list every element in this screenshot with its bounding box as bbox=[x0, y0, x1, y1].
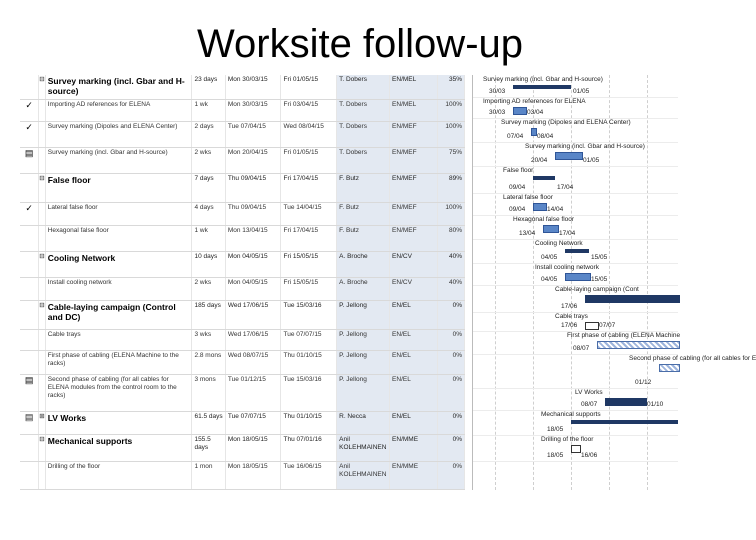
gantt-gridline bbox=[647, 75, 648, 490]
gantt-gridline bbox=[609, 75, 610, 490]
gantt-finish-date: 07/07 bbox=[599, 322, 616, 329]
task-start[interactable]: Mon 30/03/15 bbox=[225, 75, 281, 99]
task-row[interactable] bbox=[20, 147, 465, 173]
gantt-finish-date: 15/05 bbox=[591, 254, 608, 261]
gantt-finish-date: 01/05 bbox=[573, 88, 590, 95]
task-resource[interactable]: R. Necca bbox=[337, 411, 390, 435]
task-indicator-icon bbox=[20, 330, 39, 350]
task-duration[interactable]: 2 wks bbox=[192, 277, 225, 301]
task-row[interactable] bbox=[20, 375, 465, 411]
task-indicator-icon: ▤ bbox=[20, 411, 39, 435]
task-name[interactable]: First phase of cabling (ELENA Machine to the racks) bbox=[45, 350, 192, 375]
task-start[interactable]: Wed 08/07/15 bbox=[225, 350, 281, 375]
gantt-start-date: 08/07 bbox=[573, 345, 590, 352]
task-resource[interactable]: P. Jellong bbox=[337, 301, 390, 330]
task-name[interactable]: Survey marking (incl. Gbar and H-source) bbox=[45, 147, 192, 173]
task-duration[interactable]: 3 mons bbox=[192, 375, 225, 411]
task-indicator-icon: ✓ bbox=[20, 202, 39, 226]
task-indicator-icon bbox=[20, 350, 39, 375]
task-resource[interactable]: T. Dobers bbox=[337, 99, 390, 122]
task-row[interactable] bbox=[20, 226, 465, 252]
task-percent-complete[interactable]: 100% bbox=[437, 202, 464, 226]
task-start[interactable]: Mon 18/05/15 bbox=[225, 435, 281, 462]
expand-collapse-icon[interactable]: ⊟ bbox=[39, 173, 46, 202]
task-finish[interactable]: Fri 15/05/15 bbox=[281, 277, 337, 301]
task-start[interactable]: Wed 17/06/15 bbox=[225, 301, 281, 330]
gantt-finish-date: 03/04 bbox=[527, 109, 544, 116]
task-resource[interactable]: F. Butz bbox=[337, 226, 390, 252]
gantt-bar[interactable] bbox=[555, 152, 583, 160]
task-indicator-icon bbox=[20, 277, 39, 301]
gantt-finish-date: 17/04 bbox=[557, 184, 574, 191]
gantt-finish-date: 15/05 bbox=[591, 276, 608, 283]
task-row[interactable] bbox=[20, 301, 465, 330]
gantt-gridline bbox=[533, 75, 534, 490]
task-finish[interactable]: Fri 15/05/15 bbox=[281, 251, 337, 277]
task-percent-complete[interactable]: 40% bbox=[437, 251, 464, 277]
task-percent-complete[interactable]: 0% bbox=[437, 411, 464, 435]
expand-collapse-icon[interactable]: ⊟ bbox=[39, 435, 46, 462]
task-row[interactable] bbox=[20, 411, 465, 435]
task-name[interactable]: Survey marking (incl. Gbar and H- source) bbox=[45, 75, 192, 99]
gantt-bar[interactable] bbox=[565, 273, 591, 281]
gantt-start-date: 09/04 bbox=[509, 184, 526, 191]
task-finish[interactable]: Thu 07/01/16 bbox=[281, 435, 337, 462]
gantt-bar-label: Cable trays bbox=[555, 313, 588, 320]
task-name[interactable]: Importing AD references for ELENA bbox=[45, 99, 192, 122]
task-resource[interactable]: Anil KOLEHMAINEN bbox=[337, 435, 390, 462]
task-resource[interactable]: T. Dobers bbox=[337, 122, 390, 148]
task-resource-code[interactable]: EN/MEF bbox=[390, 173, 438, 202]
task-row[interactable] bbox=[20, 75, 465, 99]
slide-title: Worksite follow-up bbox=[196, 22, 524, 66]
gantt-start-date: 17/06 bbox=[561, 303, 578, 310]
gantt-start-date: 04/05 bbox=[541, 254, 558, 261]
gantt-bar[interactable] bbox=[513, 85, 571, 89]
task-percent-complete[interactable]: 0% bbox=[437, 462, 464, 490]
gantt-bar-label: Mechanical supports bbox=[541, 411, 601, 418]
task-resource-code[interactable]: EN/MEL bbox=[390, 75, 438, 99]
task-duration[interactable]: 23 days bbox=[192, 75, 225, 99]
task-percent-complete[interactable]: 35% bbox=[437, 75, 464, 99]
task-row[interactable] bbox=[20, 350, 465, 375]
task-indicator-icon: ✓ bbox=[20, 99, 39, 122]
task-duration[interactable]: 2 days bbox=[192, 122, 225, 148]
task-name[interactable]: Cable-laying campaign (Control and DC) bbox=[45, 301, 192, 330]
gantt-bar-label: First phase of cabling (ELENA Machine bbox=[567, 332, 681, 339]
task-resource[interactable]: Anil KOLEHMAINEN bbox=[337, 462, 390, 490]
task-resource-code[interactable]: EN/EL bbox=[390, 411, 438, 435]
task-resource[interactable]: T. Dobers bbox=[337, 75, 390, 99]
expand-collapse-icon[interactable]: ⊟ bbox=[39, 251, 46, 277]
task-resource-code[interactable]: EN/EL bbox=[390, 330, 438, 350]
gantt-start-date: 30/03 bbox=[489, 109, 506, 116]
task-row[interactable] bbox=[20, 173, 465, 202]
gantt-gridline bbox=[495, 75, 496, 490]
task-indicator-icon: ✓ bbox=[20, 122, 39, 148]
gantt-bar[interactable] bbox=[513, 107, 527, 115]
task-resource-code[interactable]: EN/CV bbox=[390, 251, 438, 277]
task-name[interactable]: Hexagonal false floor bbox=[45, 226, 192, 252]
gantt-bar[interactable] bbox=[565, 249, 589, 253]
task-percent-complete[interactable]: 80% bbox=[437, 226, 464, 252]
task-percent-complete[interactable]: 89% bbox=[437, 173, 464, 202]
task-resource[interactable]: T. Dobers bbox=[337, 147, 390, 173]
gantt-bar-label: Survey marking (incl. Gbar and H-source) bbox=[525, 143, 645, 150]
task-percent-complete[interactable]: 100% bbox=[437, 122, 464, 148]
gantt-bar[interactable] bbox=[543, 225, 559, 233]
task-start[interactable]: Mon 04/05/15 bbox=[225, 251, 281, 277]
gantt-chart bbox=[472, 75, 756, 490]
gantt-bar-label: LV Works bbox=[575, 389, 603, 396]
task-finish[interactable]: Fri 17/04/15 bbox=[281, 173, 337, 202]
expand-collapse-icon[interactable]: ⊞ bbox=[39, 411, 46, 435]
task-finish[interactable]: Fri 17/04/15 bbox=[281, 226, 337, 252]
task-row[interactable] bbox=[20, 122, 465, 148]
task-duration[interactable]: 10 days bbox=[192, 251, 225, 277]
task-start[interactable]: Mon 20/04/15 bbox=[225, 147, 281, 173]
task-duration[interactable]: 2.8 mons bbox=[192, 350, 225, 375]
task-duration[interactable]: 1 wk bbox=[192, 99, 225, 122]
task-duration[interactable]: 185 days bbox=[192, 301, 225, 330]
task-name[interactable]: False floor bbox=[45, 173, 192, 202]
gantt-start-date: 07/04 bbox=[507, 133, 524, 140]
gantt-bar-label: Hexagonal false floor bbox=[513, 216, 575, 223]
task-resource[interactable]: F. Butz bbox=[337, 173, 390, 202]
gantt-start-date: 09/04 bbox=[509, 206, 526, 213]
task-percent-complete[interactable]: 40% bbox=[437, 277, 464, 301]
task-name[interactable]: Mechanical supports bbox=[45, 435, 192, 462]
task-row[interactable] bbox=[20, 462, 465, 490]
task-start[interactable]: Mon 30/03/15 bbox=[225, 99, 281, 122]
task-finish[interactable]: Tue 07/07/15 bbox=[281, 330, 337, 350]
task-indicator-icon bbox=[20, 173, 39, 202]
task-finish[interactable]: Fri 01/05/15 bbox=[281, 147, 337, 173]
task-name[interactable]: Survey marking (Dipoles and ELENA Center) bbox=[45, 122, 192, 148]
task-row[interactable] bbox=[20, 99, 465, 122]
gantt-finish-date: 14/04 bbox=[547, 206, 564, 213]
task-finish[interactable]: Tue 15/03/16 bbox=[281, 375, 337, 411]
task-name[interactable]: Lateral false floor bbox=[45, 202, 192, 226]
task-start[interactable]: Tue 07/07/15 bbox=[225, 411, 281, 435]
task-indicator-icon bbox=[20, 251, 39, 277]
gantt-finish-date: 17/04 bbox=[559, 230, 576, 237]
task-start[interactable]: Mon 18/05/15 bbox=[225, 462, 281, 490]
task-resource-code[interactable]: EN/EL bbox=[390, 350, 438, 375]
task-name[interactable]: Install cooling network bbox=[45, 277, 192, 301]
gantt-bar-label: Drilling of the floor bbox=[541, 436, 594, 443]
task-finish[interactable]: Fri 03/04/15 bbox=[281, 99, 337, 122]
task-finish[interactable]: Tue 16/06/15 bbox=[281, 462, 337, 490]
gantt-bar-label: Survey marking (incl. Gbar and H-source) bbox=[483, 76, 603, 83]
task-resource[interactable]: A. Broche bbox=[337, 277, 390, 301]
task-resource[interactable]: A. Broche bbox=[337, 251, 390, 277]
expand-collapse-icon[interactable]: ⊟ bbox=[39, 301, 46, 330]
gantt-bar[interactable] bbox=[585, 322, 599, 330]
expand-collapse-icon[interactable]: ⊟ bbox=[39, 75, 46, 99]
task-duration[interactable]: 61.5 days bbox=[192, 411, 225, 435]
gantt-start-date: 01/12 bbox=[635, 379, 652, 386]
task-resource-code[interactable]: EN/MEF bbox=[390, 226, 438, 252]
task-duration[interactable]: 7 days bbox=[192, 173, 225, 202]
gantt-bar[interactable] bbox=[585, 295, 680, 303]
task-duration[interactable]: 2 wks bbox=[192, 147, 225, 173]
gantt-finish-date: 01/05 bbox=[583, 157, 600, 164]
task-start[interactable]: Wed 17/06/15 bbox=[225, 330, 281, 350]
gantt-bar[interactable] bbox=[533, 203, 547, 211]
gantt-bar-label: Survey marking (Dipoles and ELENA Center) bbox=[501, 119, 631, 126]
task-resource[interactable]: P. Jellong bbox=[337, 375, 390, 411]
task-percent-complete[interactable]: 0% bbox=[437, 375, 464, 411]
task-indicator-icon: ▤ bbox=[20, 375, 39, 411]
task-percent-complete[interactable]: 0% bbox=[437, 350, 464, 375]
task-resource-code[interactable]: EN/CV bbox=[390, 277, 438, 301]
task-start[interactable]: Mon 13/04/15 bbox=[225, 226, 281, 252]
task-finish[interactable]: Thu 01/10/15 bbox=[281, 350, 337, 375]
task-indicator-icon bbox=[20, 226, 39, 252]
gantt-finish-date: 08/04 bbox=[537, 133, 554, 140]
task-resource-code[interactable]: EN/MME bbox=[390, 462, 438, 490]
task-duration[interactable]: 1 mon bbox=[192, 462, 225, 490]
task-name[interactable]: Cooling Network bbox=[45, 251, 192, 277]
task-row[interactable] bbox=[20, 330, 465, 350]
task-finish[interactable]: Thu 01/10/15 bbox=[281, 411, 337, 435]
task-duration[interactable]: 155.5 days bbox=[192, 435, 225, 462]
gantt-start-date: 18/05 bbox=[547, 426, 564, 433]
gantt-bar[interactable] bbox=[571, 420, 678, 424]
task-start[interactable]: Mon 04/05/15 bbox=[225, 277, 281, 301]
task-finish[interactable]: Fri 01/05/15 bbox=[281, 75, 337, 99]
gantt-bar-label: Lateral false floor bbox=[503, 194, 553, 201]
gantt-start-date: 20/04 bbox=[531, 157, 548, 164]
task-duration[interactable]: 3 wks bbox=[192, 330, 225, 350]
task-percent-complete[interactable]: 0% bbox=[437, 330, 464, 350]
task-indicator-icon bbox=[20, 462, 39, 490]
gantt-bar-label: False floor bbox=[503, 167, 534, 174]
gantt-bar[interactable] bbox=[597, 341, 680, 349]
task-start[interactable]: Thu 09/04/15 bbox=[225, 173, 281, 202]
task-indicator-icon: ▤ bbox=[20, 147, 39, 173]
gantt-bar[interactable] bbox=[659, 364, 680, 372]
task-row[interactable] bbox=[20, 435, 465, 462]
task-start[interactable]: Thu 09/04/15 bbox=[225, 202, 281, 226]
gantt-start-date: 17/06 bbox=[561, 322, 578, 329]
task-resource-code[interactable]: EN/MME bbox=[390, 435, 438, 462]
gantt-row-divider bbox=[473, 215, 678, 216]
task-duration[interactable]: 4 days bbox=[192, 202, 225, 226]
gantt-row-divider bbox=[473, 461, 678, 462]
task-indicator-icon bbox=[20, 435, 39, 462]
gantt-bar-label: Importing AD references for ELENA bbox=[483, 98, 586, 105]
gantt-start-date: 18/05 bbox=[547, 452, 564, 459]
gantt-finish-date: 01/10 bbox=[647, 401, 664, 408]
task-percent-complete[interactable]: 0% bbox=[437, 435, 464, 462]
task-finish[interactable]: Wed 08/04/15 bbox=[281, 122, 337, 148]
task-finish[interactable]: Tue 15/03/16 bbox=[281, 301, 337, 330]
task-resource[interactable]: P. Jellong bbox=[337, 350, 390, 375]
gantt-bar-label: Cooling Network bbox=[535, 240, 583, 247]
gantt-bar-label: Cable-laying campaign (Cont bbox=[555, 286, 639, 293]
task-name[interactable]: Drilling of the floor bbox=[45, 462, 192, 490]
task-name[interactable]: Second phase of cabling (for all cables for ELENA modules from the control room to the racks) bbox=[45, 375, 192, 411]
task-start[interactable]: Tue 01/12/15 bbox=[225, 375, 281, 411]
gantt-gridline bbox=[571, 75, 572, 490]
task-duration[interactable]: 1 wk bbox=[192, 226, 225, 252]
task-resource[interactable]: F. Butz bbox=[337, 202, 390, 226]
task-resource-code[interactable]: EN/MEL bbox=[390, 99, 438, 122]
task-table bbox=[20, 75, 465, 490]
gantt-start-date: 08/07 bbox=[581, 401, 598, 408]
task-name[interactable]: Cable trays bbox=[45, 330, 192, 350]
task-finish[interactable]: Tue 14/04/15 bbox=[281, 202, 337, 226]
task-start[interactable]: Tue 07/04/15 bbox=[225, 122, 281, 148]
task-resource-code[interactable]: EN/EL bbox=[390, 301, 438, 330]
task-indicator-icon bbox=[20, 75, 39, 99]
task-resource-code[interactable]: EN/MEF bbox=[390, 122, 438, 148]
gantt-start-date: 04/05 bbox=[541, 276, 558, 283]
task-row[interactable] bbox=[20, 251, 465, 277]
task-resource[interactable]: P. Jellong bbox=[337, 330, 390, 350]
task-name[interactable]: LV Works bbox=[45, 411, 192, 435]
task-percent-complete[interactable]: 0% bbox=[437, 301, 464, 330]
gantt-start-date: 30/03 bbox=[489, 88, 506, 95]
task-percent-complete[interactable]: 100% bbox=[437, 99, 464, 122]
gantt-bar[interactable] bbox=[533, 176, 555, 180]
task-resource-code[interactable]: EN/EL bbox=[390, 375, 438, 411]
gantt-bar[interactable] bbox=[571, 445, 581, 453]
gantt-finish-date: 16/06 bbox=[581, 452, 598, 459]
task-resource-code[interactable]: EN/MEF bbox=[390, 147, 438, 173]
gantt-bar-label: Second phase of cabling (for all cables for E bbox=[629, 355, 756, 362]
gantt-start-date: 13/04 bbox=[519, 230, 536, 237]
gantt-bar[interactable] bbox=[605, 398, 647, 406]
task-row[interactable] bbox=[20, 202, 465, 226]
task-resource-code[interactable]: EN/MEF bbox=[390, 202, 438, 226]
task-row[interactable] bbox=[20, 277, 465, 301]
task-indicator-icon bbox=[20, 301, 39, 330]
task-percent-complete[interactable]: 75% bbox=[437, 147, 464, 173]
gantt-bar-label: Install cooling network bbox=[535, 264, 599, 271]
